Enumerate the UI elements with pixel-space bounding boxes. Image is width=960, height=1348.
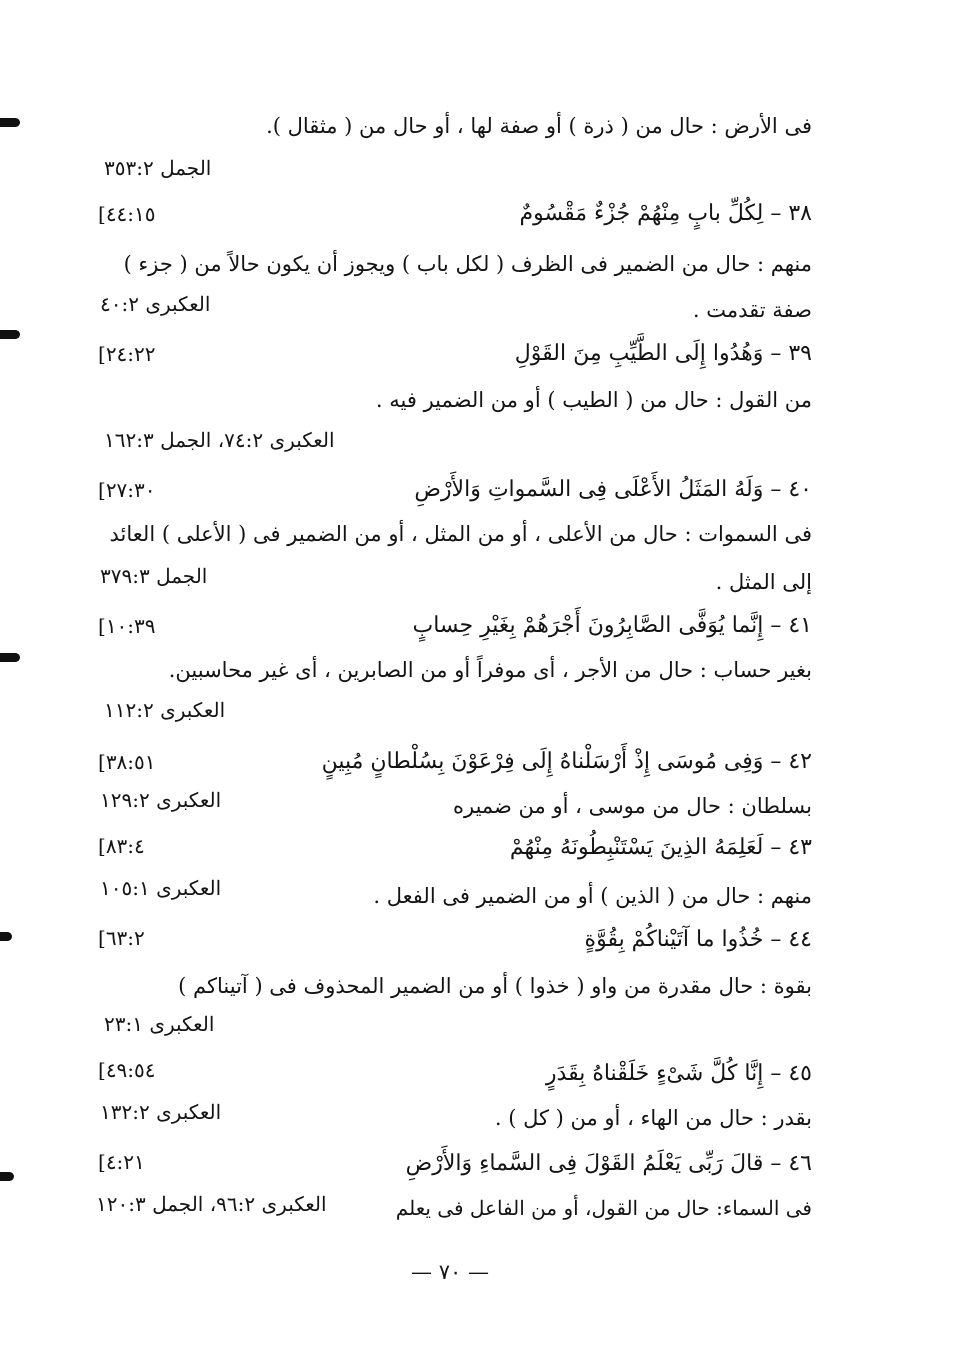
verse-reference: [٢٤:٢٢	[98, 342, 156, 366]
verse-reference: [٤٩:٥٤	[98, 1058, 156, 1082]
margin-mark	[0, 1172, 14, 1181]
margin-mark	[0, 653, 20, 662]
verse-line: ٤٤ – خُذُوا ما آتَيْناكُمْ بِقُوَّةٍ	[584, 927, 812, 952]
text-line: من القول : حال من ( الطيب ) أو من الضمير فيه .	[375, 388, 812, 412]
verse-reference: [٣٨:٥١	[98, 750, 156, 774]
source-citation: العكبرى ١٢٩:٢	[100, 788, 222, 812]
source-citation: العكبرى ٧٤:٢، الجمل ١٦٢:٣	[104, 428, 335, 452]
source-citation: العكبرى ١٣٢:٢	[100, 1100, 222, 1124]
verse-reference: [٦٣:٢	[98, 926, 145, 950]
text-line: منهم : حال من الضمير فى الظرف ( لكل باب ) ويجوز أن يكون حالاً من ( جزء )	[123, 252, 812, 276]
text-line: بقوة : حال مقدرة من واو ( خذوا ) أو من الضمير المحذوف فى ( آتيناكم )	[178, 974, 812, 998]
verse-line: ٣٨ – لِكُلِّ بابٍ مِنْهُمْ جُزْءٌ مَقْسُومٌ	[519, 201, 812, 226]
text-line: منهم : حال من ( الذين ) أو من الضمير فى الفعل .	[373, 884, 812, 908]
text-line: بسلطان : حال من موسى ، أو من ضميره	[452, 794, 812, 818]
source-citation: العكبرى ١٠٥:١	[100, 876, 222, 900]
source-citation: العكبرى ٩٦:٢، الجمل ١٢٠:٣	[96, 1192, 327, 1216]
margin-mark	[0, 118, 20, 127]
verse-line: ٤٥ – إِنَّا كُلَّ شَىْءٍ خَلَقْناهُ بِقَدَرٍ	[545, 1061, 812, 1086]
margin-mark	[0, 932, 12, 941]
verse-reference: [٨٣:٤	[98, 834, 145, 858]
source-citation: العكبرى ٤٠:٢	[100, 292, 211, 316]
verse-line: ٤١ – إِنَّما يُوَفَّى الصَّابِرُونَ أَجْرَهُمْ بِغَيْرِ حِسابٍ	[412, 613, 812, 638]
verse-line: ٤٦ – قالَ رَبِّى يَعْلَمُ القَوْلَ فِى السَّماءِ وَالأَرْضِ	[405, 1151, 812, 1176]
text-line: فى السموات : حال من الأعلى ، أو من المثل ، أو من الضمير فى ( الأعلى ) العائد	[109, 522, 812, 546]
source-citation: الجمل ٣٥٣:٢	[104, 156, 212, 180]
verse-reference: [٢٧:٣٠	[98, 478, 156, 502]
text-line: بقدر : حال من الهاء ، أو من ( كل ) .	[494, 1106, 812, 1130]
source-citation: العكبرى ١١٢:٢	[104, 698, 226, 722]
text-line: بغير حساب : حال من الأجر ، أى موفراً أو من الصابرين ، أى غير محاسبين.	[168, 658, 812, 682]
verse-line: ٤٢ – وَفِى مُوسَى إِذْ أَرْسَلْناهُ إِلَى فِرْعَوْنَ بِسُلْطانٍ مُبِينٍ	[321, 749, 812, 774]
verse-line: ٣٩ – وَهُدُوا إِلَى الطَّيِّبِ مِنَ القَوْلِ	[514, 341, 812, 366]
text-line: صفة تقدمت .	[692, 298, 812, 322]
verse-reference: [١٠:٣٩	[98, 614, 156, 638]
source-citation: الجمل ٣٧٩:٣	[100, 564, 208, 588]
verse-line: ٤٣ – لَعَلِمَهُ الذِينَ يَسْتَنْبِطُونَهُ مِنْهُمْ	[509, 835, 812, 860]
text-line: فى السماء: حال من القول، أو من الفاعل فى يعلم	[395, 1196, 812, 1220]
verse-reference: [٤:٢١	[98, 1150, 145, 1174]
source-citation: العكبرى ٢٣:١	[104, 1012, 215, 1036]
verse-line: ٤٠ – وَلَهُ المَثَلُ الأَعْلَى فِى السَّمواتِ وَالأَرْضِ	[414, 477, 812, 502]
text-line: إلى المثل .	[715, 570, 812, 594]
verse-reference: [٤٤:١٥	[98, 202, 156, 226]
page-number: — ٧٠ —	[411, 1260, 489, 1284]
margin-mark	[0, 330, 20, 339]
text-line: فى الأرض : حال من ( ذرة ) أو صفة لها ، أو حال من ( مثقال ).	[266, 114, 812, 138]
